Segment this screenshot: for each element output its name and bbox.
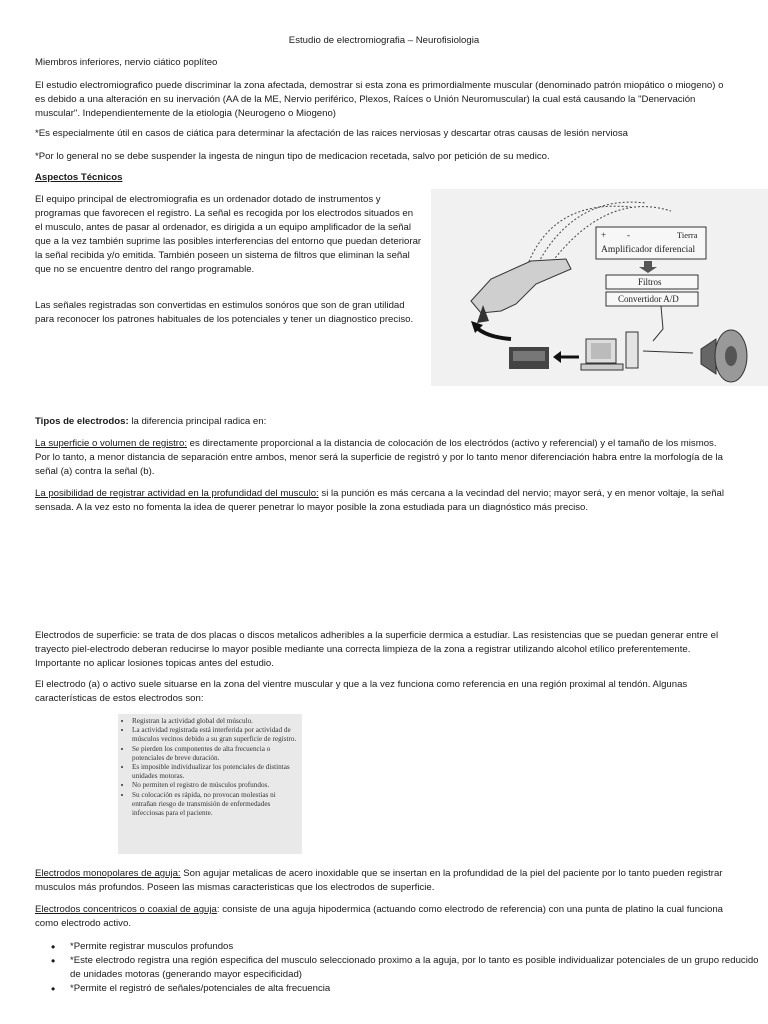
- electrode-types-label: Tipos de electrodos:: [35, 416, 129, 427]
- flow-arrow-head: [639, 267, 657, 273]
- depth-paragraph: [35, 487, 733, 515]
- technical-paragraph-1: El equipo principal de electromiografia es un ordenador dotado de instrumentos y programas que favorecen el registro. La señal es recogida por los electrodos situados en el musculo, antes de pasar al ordenador, es dirigida a un equipo amplificador de la señal que a la vez también suprime las posibles interferencias del entorno que puedan deteriorar la señal recibida y/o emitida. También poseen un sistema de filtros que eliminan la señal que no se encuentre dentro del rango programable.: [35, 194, 422, 275]
- characteristic-item: • Su colocación es rápida, no provocan molestias ni entrañan riesgo de transmisión de enfermedades infecciosas para el paciente.: [132, 791, 298, 819]
- electrode-types-intro: [35, 415, 733, 429]
- surface-electrodes-paragraph: Electrodos de superficie: se trata de dos placas o discos metalicos adheribles a la superficie dermica a estudiar. Las resistencias que se puedan generar entre el trayecto piel-electrodo deberan reducirse lo mayor posible mediante una correcta limpieza de la zona a registrar utilizando alcohol etílico preferentemente. Importante no aplicar losiones topicas antes del estudio.: [35, 630, 719, 669]
- emg-equipment-diagram: [431, 189, 768, 386]
- concentric-text: : consiste de una aguja hipodermica (actuando como electrodo de referencia) con una punta de platino la cual funciona como electrodo activo.: [35, 904, 723, 929]
- monopolar-label: Electrodos monopolares de aguja:: [35, 868, 181, 879]
- section-heading-technical: Aspectos Técnicos: [35, 172, 123, 183]
- characteristic-item: • Registran la actividad global del músculo.: [132, 717, 298, 726]
- concentric-electrodes-paragraph: [35, 903, 733, 931]
- characteristic-item: • Se pierden los componentes de alta frecuencia o potenciales de breve duración.: [132, 745, 298, 763]
- leg-illustration: [471, 259, 571, 313]
- list-item: • *Este electrodo registra una región especifica del musculo seleccionado proximo a la aguja, por lo tanto es posible individualizar potenciales de un grupo reducido de unidades motoras (generando mayor especificidad): [70, 954, 768, 982]
- amp-minus-label: -: [627, 230, 630, 240]
- characteristic-item: • La actividad registrada está interferida por actividad de músculos vecinos debido a su gran superficie de registro.: [132, 726, 298, 744]
- document-subtitle: Miembros inferiores, nervio ciático poplíteo: [35, 57, 218, 68]
- list-item: • *Permite el registró de señales/potenciales de alta frecuencia: [70, 982, 768, 996]
- connector-line: [653, 306, 663, 341]
- surface-volume-label: La superficie o volumen de registro:: [35, 438, 187, 449]
- depth-text: si la punción es más cercana a la vecindad del nervio; mayor será, y en menor voltaje, la señal sensada. A la vez esto no fomenta la idea de querer penetrar lo mayor posible la zona estudiada para un diagnóstico más preciso.: [35, 488, 725, 513]
- computer-base: [581, 364, 623, 370]
- characteristic-item: • No permiten el registro de músculos profundos.: [132, 781, 298, 790]
- sciatica-note: *Es especialmente útil en casos de ciática para determinar la afectación de las raices nerviosas y descartar otras causas de lesión nerviosa: [35, 128, 628, 139]
- concentric-label: Electrodos concentricos o coaxial de aguja: [35, 904, 217, 915]
- amp-title-label: Amplificador diferencial: [601, 245, 696, 255]
- active-electrode-paragraph: El electrodo (a) o activo suele situarse en la zona del vientre muscular y que a la vez funciona como referencia en una región proximal al tendón. Algunas características de estos electrodos son:: [35, 679, 688, 704]
- technical-paragraph-2: Las señales registradas son convertidas en estimulos sonóros que son de gran utilidad para reconocer los patrones habituales de los potenciales y tener un diagnostico preciso.: [35, 300, 414, 325]
- recorder-display: [513, 351, 545, 361]
- computer-tower: [626, 332, 638, 368]
- speaker-body: [701, 339, 716, 374]
- computer-screen: [591, 343, 611, 359]
- surface-volume-paragraph: [35, 437, 733, 479]
- intro-paragraph: El estudio electromiografico puede discriminar la zona afectada, demostrar si esta zona es primordialmente muscular (denominado patrón miopático o miogeno) o es debido a una alteración en su inervación (AA de la ME, Nervio periférico, Plexos, Raíces o Unión Neuromuscular) la cual está causando la "Denervación muscular". Independientemente de la etiologia (Neurogeno o Miogeno): [35, 80, 724, 119]
- amp-ground-label: Tierra: [677, 230, 698, 240]
- surface-volume-text: es directamente proporcional a la distancia de colocación de los electródos (activo y referencial) y el tamaño de los mismos. Por lo tanto, a menor distancia de separación entre ambos, menor será la superficie de registró y por lo tanto menor diferenciación habra entre la morfología de la señal (a) contra la señal (b).: [35, 438, 723, 477]
- speaker-wire: [643, 351, 693, 353]
- electrode-types-text: la diferencia principal radica en:: [128, 416, 267, 427]
- monopolar-electrodes-paragraph: [35, 867, 733, 895]
- depth-label: La posibilidad de registrar actividad en la profundidad del musculo:: [35, 488, 319, 499]
- document-title: Estudio de electromiografia – Neurofisiologia: [288, 35, 480, 46]
- amp-plus-label: +: [601, 230, 607, 240]
- monopolar-text: Son agujar metalicas de acero inoxidable que se insertan en la profundidad de la piel del paciente por lo tanto pueden registrar musculos más profundos. Poseen las mismas caracteristicas que los electrodos de superficie.: [35, 868, 723, 893]
- motion-arrow: [476, 327, 511, 339]
- concentric-features-list: [35, 940, 768, 996]
- speaker-center: [725, 346, 737, 366]
- surface-electrode-characteristics-image: [118, 714, 302, 854]
- converter-label: Convertidor A/D: [618, 294, 679, 304]
- characteristics-list: [118, 714, 302, 818]
- filters-label: Filtros: [638, 277, 662, 287]
- output-arrow-head: [553, 351, 561, 363]
- list-item: • *Permite registrar musculos profundos: [70, 940, 768, 954]
- medication-note: *Por lo general no se debe suspender la ingesta de ningun tipo de medicacion recetada, salvo por petición de su medico.: [35, 151, 550, 162]
- emg-diagram-svg: [431, 189, 768, 386]
- characteristic-item: • Es imposible individualizar los potenciales de distintas unidades motoras.: [132, 763, 298, 781]
- flow-arrow-shaft: [644, 261, 652, 267]
